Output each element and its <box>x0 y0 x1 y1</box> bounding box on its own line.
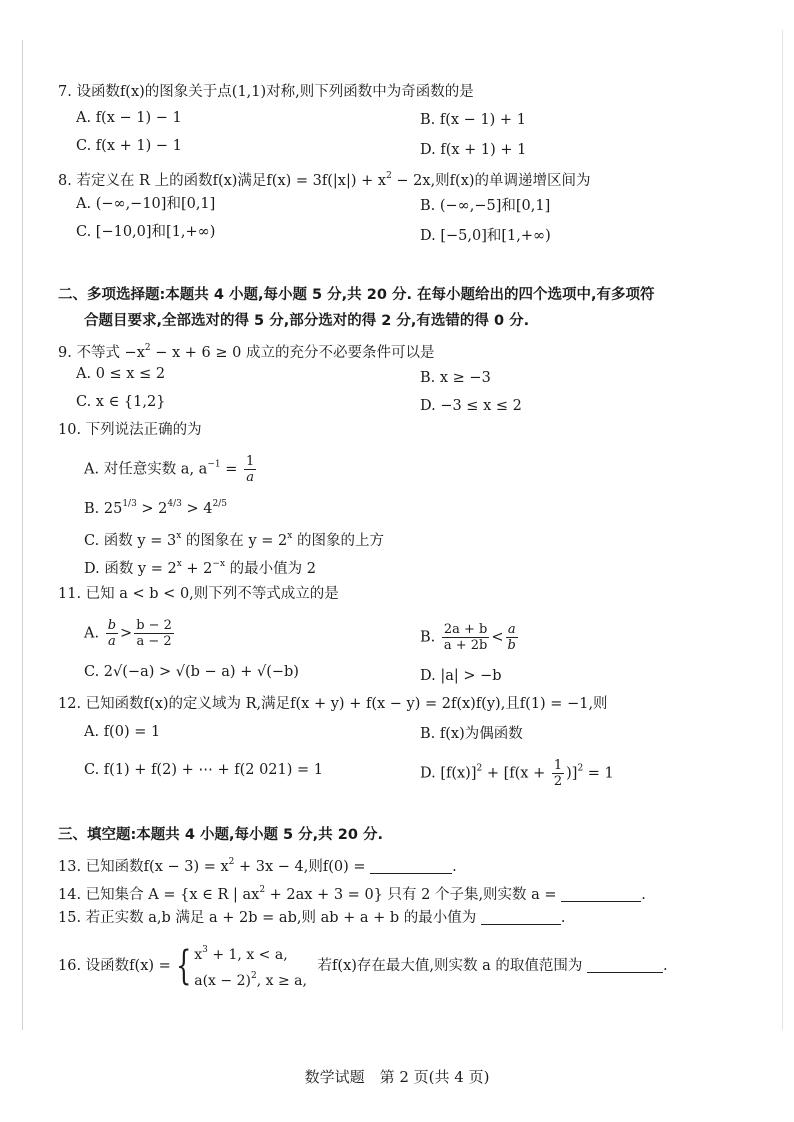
q10-option-b <box>84 494 227 519</box>
q11-stem: 11. 已知 a < b < 0,则下列不等式成立的是 <box>58 586 339 602</box>
q11-option-b <box>420 622 520 653</box>
q13-exponent: 2 <box>228 857 235 867</box>
q16-text1: 16. 设函数f(x) = <box>58 958 171 974</box>
binding-margin-rule <box>22 40 23 1030</box>
q11-b-fraction1 <box>442 622 490 653</box>
page-footer: 数学试题 第 2 页(共 4 页) <box>304 1068 490 1086</box>
q16-case1 <box>194 940 307 966</box>
q8-stem-exponent: 2 <box>386 171 392 181</box>
q14-text2: + 2ax + 3 = 0} 只有 2 个子集,则实数 a = <box>265 887 557 903</box>
q8-option-b: B. (−∞,−5]和[0,1] <box>420 198 551 214</box>
q10-b-exp1: 1/3 <box>122 499 137 509</box>
q10-a-denominator: a <box>246 470 254 485</box>
q10-c-exp2: x <box>287 531 293 541</box>
q16-case1-text1: x <box>194 947 203 963</box>
q9-stem-part1: 9. 不等式 −x <box>58 345 145 361</box>
q11-b-num2: a <box>506 622 518 638</box>
q10-a-equals: = <box>220 461 242 478</box>
q11-b-den2: b <box>507 638 516 653</box>
q10-d-text3: 的最小值为 2 <box>225 561 316 577</box>
q10-option-d <box>84 554 316 579</box>
q10-option-a <box>84 454 258 485</box>
q16-case1-text2: + 1, x < a, <box>207 947 288 963</box>
q13-end: . <box>452 859 457 875</box>
q16-text2: 若f(x)存在最大值,则实数 a 的取值范围为 <box>317 958 583 974</box>
q12-option-d <box>420 758 614 789</box>
q10-c-text1: C. 函数 y = 3 <box>84 533 177 549</box>
q16-answer-blank[interactable] <box>587 958 663 973</box>
q15-answer-blank[interactable] <box>481 910 561 925</box>
q9-stem-exponent: 2 <box>144 343 151 353</box>
q10-option-c <box>84 526 384 551</box>
q9-option-b: B. x ≥ −3 <box>420 370 491 386</box>
q9-option-c: C. x ∈ {1,2} <box>76 394 166 410</box>
q12-option-c: C. f(1) + f(2) + ⋯ + f(2 021) = 1 <box>84 762 323 778</box>
q12-option-b: B. f(x)为偶函数 <box>420 726 523 742</box>
q11-a-operator: > <box>120 625 133 642</box>
q11-b-operator: < <box>491 629 504 646</box>
q16-end: . <box>663 958 668 974</box>
q16-piecewise-brace: { <box>175 943 192 989</box>
page-edge-rule <box>782 30 783 1030</box>
q11-option-a <box>84 618 176 649</box>
q10-a-fraction <box>244 454 256 485</box>
q13-text1: 13. 已知函数f(x − 3) = x <box>58 859 229 875</box>
q7-stem: 7. 设函数f(x)的图象关于点(1,1)对称,则下列函数中为奇函数的是 <box>58 84 474 100</box>
q12-d-text3: = 1 <box>583 765 614 782</box>
q7-option-c: C. f(x + 1) − 1 <box>76 138 182 154</box>
q16-case2-text2: , x ≥ a, <box>256 973 307 989</box>
q8-stem-part2: − 2x,则f(x)的单调递增区间为 <box>391 173 591 189</box>
q13 <box>58 852 457 877</box>
q14-text1: 14. 已知集合 A = {x ∈ R | ax <box>58 887 260 903</box>
q14-answer-blank[interactable] <box>561 887 641 902</box>
q8-option-a: A. (−∞,−10]和[0,1] <box>76 196 216 212</box>
q11-option-c: C. 2√(−a) > √(b − a) + √(−b) <box>84 664 299 680</box>
q13-text2: + 3x − 4,则f(0) = <box>234 859 366 875</box>
q11-a-label: A. <box>84 625 100 642</box>
q11-a-num1: b <box>107 618 117 633</box>
q8-stem <box>58 166 591 191</box>
q12-d-numerator: 1 <box>553 758 563 773</box>
q12-d-close: )] <box>566 765 578 782</box>
q13-answer-blank[interactable] <box>370 859 452 874</box>
q8-stem-part1: 8. 若定义在 R 上的函数f(x)满足f(x) = 3f(|x|) + x <box>58 173 387 189</box>
q10-b-base2: > 2 <box>136 501 168 517</box>
q12-option-a: A. f(0) = 1 <box>84 724 161 740</box>
section2-header-line1: 二、多项选择题:本题共 4 小题,每小题 5 分,共 20 分. 在每小题给出的四个选项中,有多项符 <box>58 287 655 303</box>
q10-a-text: A. 对任意实数 a, a <box>84 461 208 478</box>
q10-stem: 10. 下列说法正确的为 <box>58 422 202 438</box>
q7-option-d: D. f(x + 1) + 1 <box>420 142 527 158</box>
q10-d-text2: + 2 <box>181 561 213 577</box>
q11-a-fraction1 <box>106 618 118 649</box>
q15-end: . <box>560 910 566 926</box>
q11-b-den1: a + 2b <box>443 638 488 653</box>
q9-option-a: A. 0 ≤ x ≤ 2 <box>76 366 166 382</box>
q12-d-denominator: 2 <box>553 774 563 789</box>
q16-case2-text1: a(x − 2) <box>194 973 251 989</box>
q16-case2-exp: 2 <box>250 971 257 981</box>
q10-a-exponent: −1 <box>207 459 221 470</box>
q12-d-exp1: 2 <box>476 763 483 774</box>
q11-option-d: D. |a| > −b <box>420 668 502 684</box>
q12-d-exp2: 2 <box>577 763 584 774</box>
q14 <box>58 880 646 905</box>
q10-b-base3: > 4 <box>181 501 213 517</box>
q10-b-base1: B. 25 <box>84 501 123 517</box>
q14-exponent: 2 <box>259 885 266 895</box>
q10-c-exp1: x <box>176 531 182 541</box>
q9-stem <box>58 338 434 363</box>
q8-option-d: D. [−5,0]和[1,+∞) <box>420 228 551 244</box>
q12-d-text2: + [f(x + <box>482 765 550 782</box>
q11-b-num1: 2a + b <box>443 622 488 637</box>
q12-stem: 12. 已知函数f(x)的定义域为 R,满足f(x + y) + f(x − y) = 2f(x)f(y),且f(1) = −1,则 <box>58 696 608 712</box>
q15-text: 15. 若正实数 a,b 满足 a + 2b = ab,则 ab + a + b 的最小值为 <box>58 910 477 926</box>
q12-d-text1: D. [f(x)] <box>420 765 477 782</box>
section3-header: 三、填空题:本题共 4 小题,每小题 5 分,共 20 分. <box>58 827 383 843</box>
q11-b-fraction2 <box>506 622 518 653</box>
q7-option-a: A. f(x − 1) − 1 <box>76 110 182 126</box>
q11-a-num2: b − 2 <box>136 618 172 633</box>
q11-b-label: B. <box>420 629 436 646</box>
q11-a-den2: a − 2 <box>136 634 172 649</box>
q16-piecewise-cases <box>194 940 307 992</box>
q10-d-exp1: x <box>176 559 182 569</box>
q11-a-den1: a <box>107 634 116 649</box>
q10-b-exp3: 2/5 <box>212 499 227 509</box>
q16-case1-exp: 3 <box>202 945 208 955</box>
q7-option-b: B. f(x − 1) + 1 <box>420 112 526 128</box>
q9-option-d: D. −3 ≤ x ≤ 2 <box>420 398 522 414</box>
q10-c-text3: 的图象的上方 <box>292 533 384 549</box>
q16-case2 <box>194 966 307 992</box>
q10-a-numerator: 1 <box>245 454 255 469</box>
q10-d-text1: D. 函数 y = 2 <box>84 561 177 577</box>
q16 <box>58 940 668 992</box>
q11-a-fraction2 <box>134 618 174 649</box>
q15 <box>58 908 565 928</box>
q10-b-exp2: 4/3 <box>167 499 182 509</box>
q10-c-text2: 的图象在 y = 2 <box>181 533 288 549</box>
q14-end: . <box>641 887 646 903</box>
q9-stem-part2: − x + 6 ≥ 0 成立的充分不必要条件可以是 <box>150 345 435 361</box>
q12-d-fraction <box>552 758 564 789</box>
q10-d-exp2: −x <box>212 559 226 569</box>
q8-option-c: C. [−10,0]和[1,+∞) <box>76 224 216 240</box>
section2-header-line2: 合题目要求,全部选对的得 5 分,部分选对的得 2 分,有选错的得 0 分. <box>84 313 530 329</box>
